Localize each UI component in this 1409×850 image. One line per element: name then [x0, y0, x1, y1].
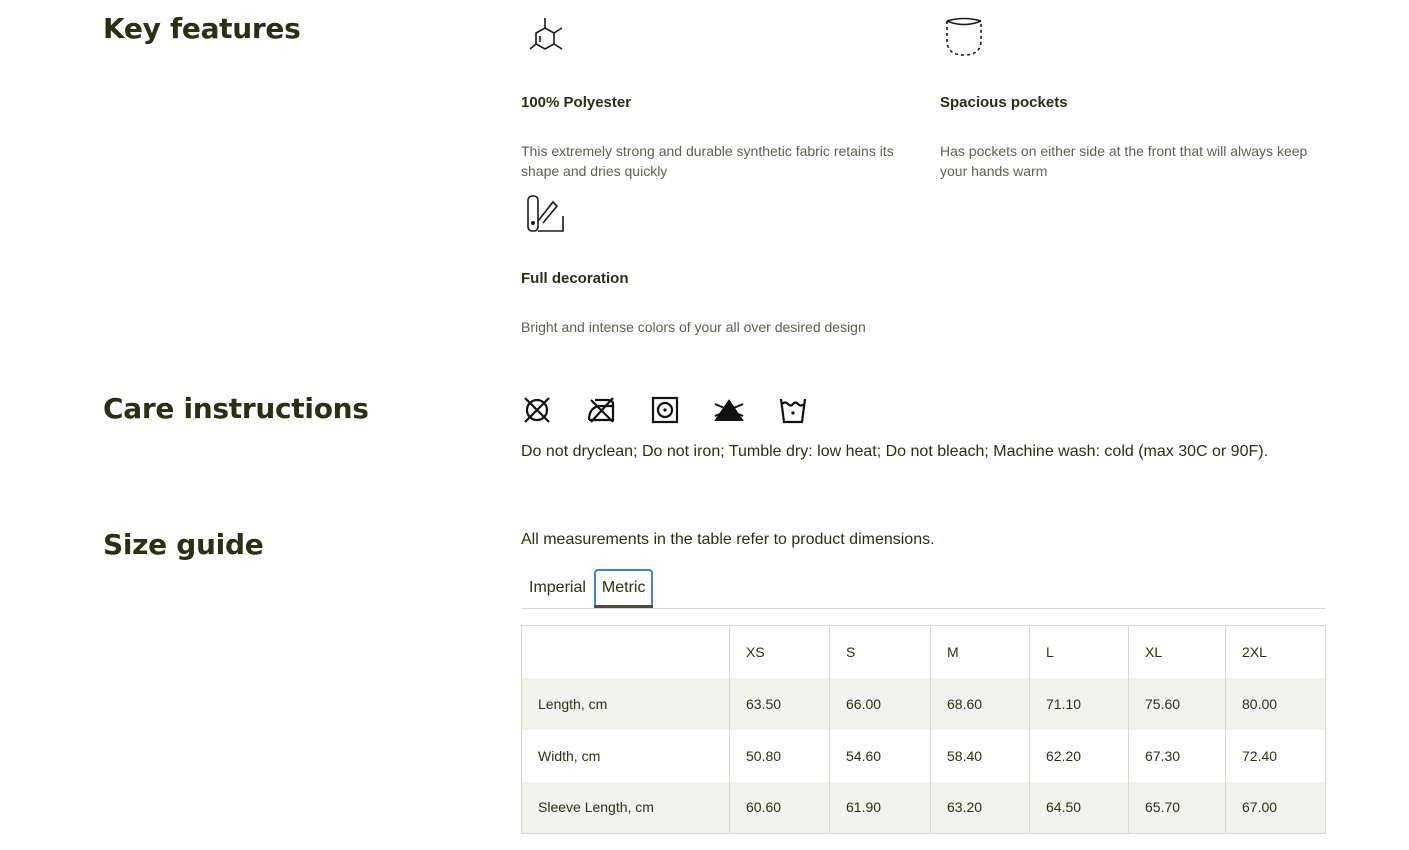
machine-wash-cold-icon — [777, 394, 809, 426]
table-cell: 63.20 — [931, 782, 1030, 834]
table-cell: 58.40 — [931, 730, 1030, 782]
table-cell: 71.10 — [1030, 678, 1129, 730]
feature-description: Has pockets on either side at the front that will always keep your hands warm — [940, 143, 1308, 179]
table-cell: 63.50 — [730, 678, 830, 730]
table-cell: 65.70 — [1129, 782, 1226, 834]
table-row — [522, 730, 1326, 782]
table-cell: 62.20 — [1030, 730, 1129, 782]
pocket-icon — [940, 14, 988, 62]
table-header-cell: XS — [730, 626, 830, 678]
feature-name: Spacious pockets — [940, 94, 1068, 111]
feature-name: 100% Polyester — [521, 94, 632, 111]
size-table — [521, 625, 1326, 834]
table-cell: Width, cm — [522, 730, 730, 782]
table-cell: Length, cm — [522, 678, 730, 730]
table-header-cell: L — [1030, 626, 1129, 678]
table-cell: 68.60 — [931, 678, 1030, 730]
size-guide-note: All measurements in the table refer to product dimensions. — [521, 531, 935, 548]
table-header-row — [522, 626, 1326, 678]
table-cell: 54.60 — [830, 730, 931, 782]
do-not-dryclean-icon — [521, 394, 553, 426]
table-row — [522, 782, 1326, 834]
table-cell: 64.50 — [1030, 782, 1129, 834]
do-not-bleach-icon — [713, 394, 745, 426]
table-cell: 67.30 — [1129, 730, 1226, 782]
table-cell: 60.60 — [730, 782, 830, 834]
table-cell: Sleeve Length, cm — [522, 782, 730, 834]
feature-pockets — [940, 14, 1330, 179]
table-header-cell: 2XL — [1226, 626, 1326, 678]
tumble-dry-low-icon — [649, 394, 681, 426]
feature-description: Bright and intense colors of your all over desired design — [521, 319, 866, 335]
care-instructions-text: Do not dryclean; Do not iron; Tumble dry: low heat; Do not bleach; Machine wash: cold (max 30C or 90F). — [521, 443, 1269, 460]
tab-metric[interactable]: Metric — [594, 569, 654, 608]
key-features-title: Key features — [103, 12, 301, 45]
table-header-cell — [522, 626, 730, 678]
table-cell: 66.00 — [830, 678, 931, 730]
size-guide-title: Size guide — [103, 528, 264, 561]
feature-polyester — [521, 14, 911, 179]
unit-tabs — [521, 569, 1326, 609]
table-cell: 67.00 — [1226, 782, 1326, 834]
table-header-cell: XL — [1129, 626, 1226, 678]
table-cell: 75.60 — [1129, 678, 1226, 730]
full-decoration-icon — [521, 190, 569, 238]
table-cell: 80.00 — [1226, 678, 1326, 730]
feature-full-decoration — [521, 190, 911, 335]
care-instructions-title: Care instructions — [103, 392, 369, 425]
polyester-molecule-icon — [521, 14, 569, 62]
care-icons — [521, 394, 841, 426]
table-row — [522, 678, 1326, 730]
feature-description: This extremely strong and durable synthetic fabric retains its shape and dries quickly — [521, 143, 894, 179]
table-cell: 61.90 — [830, 782, 931, 834]
tab-imperial[interactable]: Imperial — [529, 579, 586, 596]
table-header-cell: S — [830, 626, 931, 678]
table-cell: 72.40 — [1226, 730, 1326, 782]
table-header-cell: M — [931, 626, 1030, 678]
table-cell: 50.80 — [730, 730, 830, 782]
feature-name: Full decoration — [521, 270, 629, 287]
do-not-iron-icon — [585, 394, 617, 426]
